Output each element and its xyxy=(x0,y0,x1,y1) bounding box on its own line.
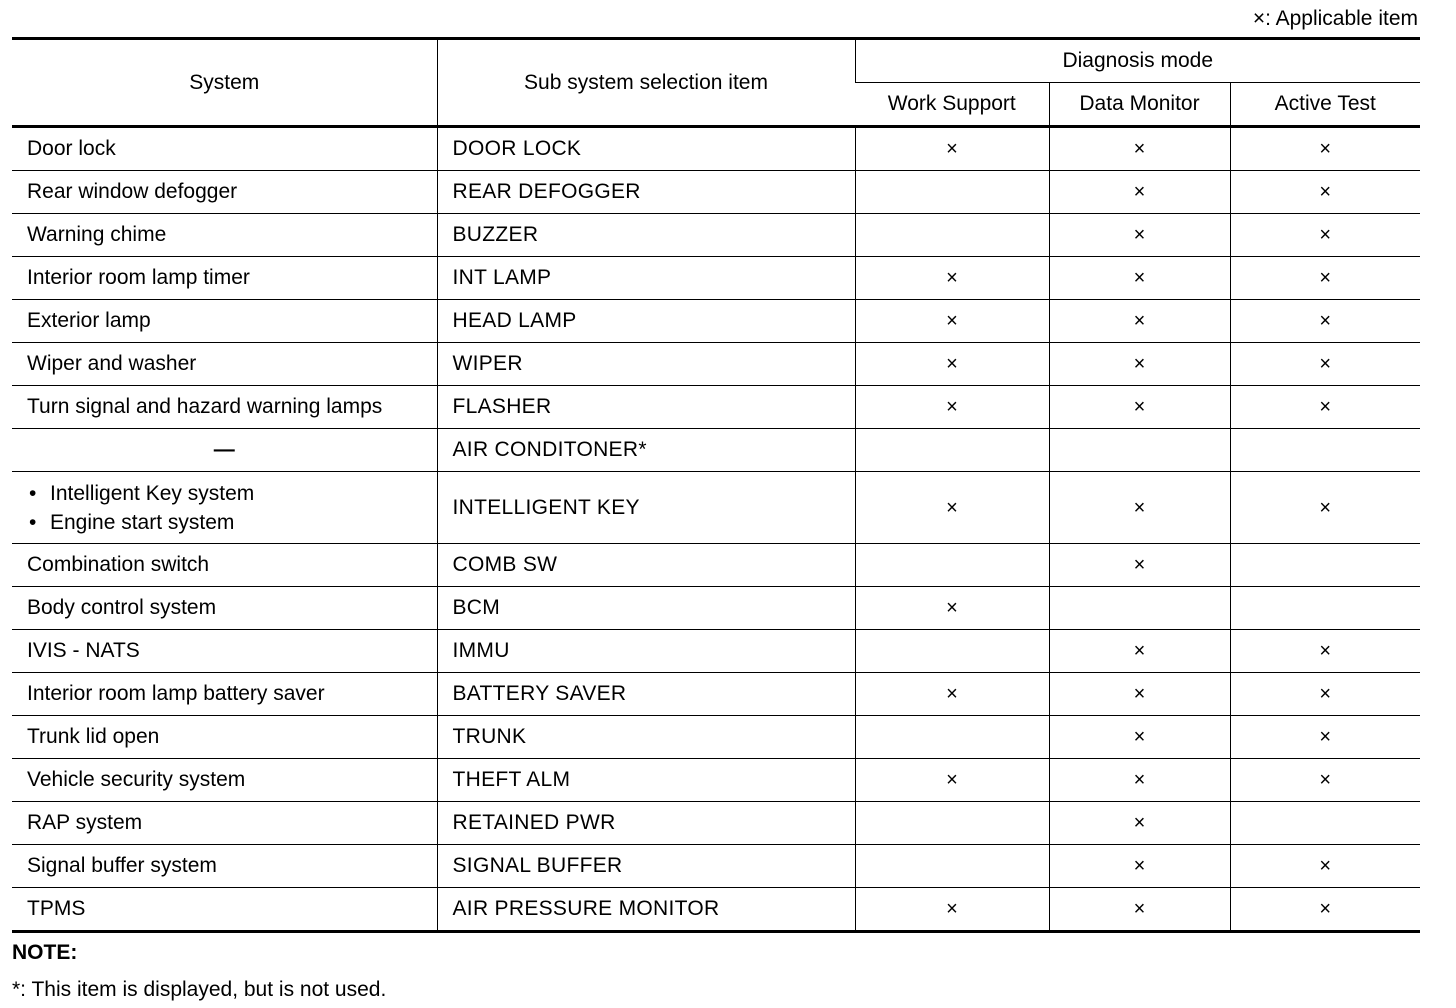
system-cell: Combination switch xyxy=(12,544,437,587)
legend-applicable-item: ×: Applicable item xyxy=(1252,7,1418,30)
work-support-cell xyxy=(855,802,1049,845)
work-support-cell xyxy=(855,214,1049,257)
sub-system-cell: INTELLIGENT KEY xyxy=(437,472,855,544)
system-cell: Trunk lid open xyxy=(12,716,437,759)
system-cell: Warning chime xyxy=(12,214,437,257)
system-cell: Vehicle security system xyxy=(12,759,437,802)
work-support-cell xyxy=(855,845,1049,888)
work-support-cell: × xyxy=(855,888,1049,932)
system-cell: Rear window defogger xyxy=(12,171,437,214)
note-title: NOTE: xyxy=(12,941,78,964)
data-monitor-cell: × xyxy=(1049,343,1230,386)
sub-system-cell: INT LAMP xyxy=(437,257,855,300)
system-cell: IVIS - NATS xyxy=(12,630,437,673)
data-monitor-cell: × xyxy=(1049,673,1230,716)
work-support-cell: × xyxy=(855,386,1049,429)
data-monitor-cell xyxy=(1049,587,1230,630)
header-data-monitor: Data Monitor xyxy=(1049,83,1230,127)
table-row xyxy=(12,300,1420,343)
active-test-cell: × xyxy=(1230,716,1420,759)
system-bullet-label: Engine start system xyxy=(50,510,235,534)
active-test-cell xyxy=(1230,429,1420,472)
table-row xyxy=(12,673,1420,716)
sub-system-cell: BUZZER xyxy=(437,214,855,257)
sub-system-cell: IMMU xyxy=(437,630,855,673)
sub-system-cell: RETAINED PWR xyxy=(437,802,855,845)
work-support-cell: × xyxy=(855,127,1049,171)
data-monitor-cell: × xyxy=(1049,630,1230,673)
sub-system-cell: HEAD LAMP xyxy=(437,300,855,343)
active-test-cell: × xyxy=(1230,386,1420,429)
table-row xyxy=(12,587,1420,630)
table-row xyxy=(12,802,1420,845)
active-test-cell: × xyxy=(1230,759,1420,802)
diagnosis-mode-table xyxy=(12,37,1420,933)
sub-system-cell: TRUNK xyxy=(437,716,855,759)
table-row xyxy=(12,429,1420,472)
sub-system-cell: AIR PRESSURE MONITOR xyxy=(437,888,855,932)
data-monitor-cell: × xyxy=(1049,759,1230,802)
sub-system-cell: THEFT ALM xyxy=(437,759,855,802)
system-cell: Interior room lamp timer xyxy=(12,257,437,300)
data-monitor-cell: × xyxy=(1049,802,1230,845)
active-test-cell: × xyxy=(1230,127,1420,171)
table-row xyxy=(12,386,1420,429)
system-bullet-label: Intelligent Key system xyxy=(50,481,255,505)
system-cell: Interior room lamp battery saver xyxy=(12,673,437,716)
work-support-cell: × xyxy=(855,472,1049,544)
note-text: *: This item is displayed, but is not used. xyxy=(12,978,387,1001)
sub-system-cell: BCM xyxy=(437,587,855,630)
table-row xyxy=(12,716,1420,759)
work-support-cell xyxy=(855,544,1049,587)
data-monitor-cell: × xyxy=(1049,127,1230,171)
table-body xyxy=(12,127,1420,932)
data-monitor-cell: × xyxy=(1049,472,1230,544)
bullet-icon: • xyxy=(29,481,37,505)
work-support-cell: × xyxy=(855,759,1049,802)
sub-system-cell: BATTERY SAVER xyxy=(437,673,855,716)
table-row xyxy=(12,759,1420,802)
table-row xyxy=(12,343,1420,386)
sub-system-cell: SIGNAL BUFFER xyxy=(437,845,855,888)
active-test-cell xyxy=(1230,587,1420,630)
sub-system-cell: DOOR LOCK xyxy=(437,127,855,171)
data-monitor-cell: × xyxy=(1049,386,1230,429)
table-row xyxy=(12,472,1420,544)
work-support-cell: × xyxy=(855,673,1049,716)
sub-system-cell: COMB SW xyxy=(437,544,855,587)
data-monitor-cell: × xyxy=(1049,888,1230,932)
table-row xyxy=(12,171,1420,214)
data-monitor-cell: × xyxy=(1049,257,1230,300)
system-cell xyxy=(12,472,437,544)
header-row-top xyxy=(12,39,1420,83)
active-test-cell: × xyxy=(1230,472,1420,544)
system-bullet-item xyxy=(27,479,437,508)
active-test-cell: × xyxy=(1230,845,1420,888)
table-row xyxy=(12,214,1420,257)
header-system: System xyxy=(12,39,437,127)
table-row xyxy=(12,630,1420,673)
bullet-icon: • xyxy=(29,510,37,534)
active-test-cell xyxy=(1230,544,1420,587)
sub-system-cell: FLASHER xyxy=(437,386,855,429)
active-test-cell: × xyxy=(1230,171,1420,214)
header-active-test: Active Test xyxy=(1230,83,1420,127)
work-support-cell: × xyxy=(855,587,1049,630)
data-monitor-cell: × xyxy=(1049,845,1230,888)
table-row xyxy=(12,257,1420,300)
active-test-cell: × xyxy=(1230,673,1420,716)
system-cell: RAP system xyxy=(12,802,437,845)
system-cell: Body control system xyxy=(12,587,437,630)
work-support-cell xyxy=(855,716,1049,759)
data-monitor-cell: × xyxy=(1049,716,1230,759)
work-support-cell: × xyxy=(855,257,1049,300)
active-test-cell: × xyxy=(1230,888,1420,932)
work-support-cell xyxy=(855,171,1049,214)
system-cell: TPMS xyxy=(12,888,437,932)
system-cell: Door lock xyxy=(12,127,437,171)
header-diagnosis-mode: Diagnosis mode xyxy=(855,39,1420,83)
system-bullet-list xyxy=(27,479,437,537)
work-support-cell xyxy=(855,429,1049,472)
data-monitor-cell: × xyxy=(1049,300,1230,343)
table-row xyxy=(12,127,1420,171)
system-cell: Wiper and washer xyxy=(12,343,437,386)
system-cell: Signal buffer system xyxy=(12,845,437,888)
active-test-cell: × xyxy=(1230,214,1420,257)
data-monitor-cell: × xyxy=(1049,171,1230,214)
active-test-cell: × xyxy=(1230,343,1420,386)
sub-system-cell: AIR CONDITONER* xyxy=(437,429,855,472)
data-monitor-cell: × xyxy=(1049,214,1230,257)
system-cell: — xyxy=(12,429,437,472)
work-support-cell: × xyxy=(855,343,1049,386)
work-support-cell xyxy=(855,630,1049,673)
header-work-support: Work Support xyxy=(855,83,1049,127)
active-test-cell: × xyxy=(1230,300,1420,343)
system-cell: Exterior lamp xyxy=(12,300,437,343)
active-test-cell xyxy=(1230,802,1420,845)
table-row xyxy=(12,845,1420,888)
table-row xyxy=(12,888,1420,932)
active-test-cell: × xyxy=(1230,257,1420,300)
sub-system-cell: WIPER xyxy=(437,343,855,386)
work-support-cell: × xyxy=(855,300,1049,343)
system-bullet-item xyxy=(27,508,437,537)
table-row xyxy=(12,544,1420,587)
system-cell: Turn signal and hazard warning lamps xyxy=(12,386,437,429)
sub-system-cell: REAR DEFOGGER xyxy=(437,171,855,214)
active-test-cell: × xyxy=(1230,630,1420,673)
data-monitor-cell xyxy=(1049,429,1230,472)
data-monitor-cell: × xyxy=(1049,544,1230,587)
header-sub-system: Sub system selection item xyxy=(437,39,855,127)
